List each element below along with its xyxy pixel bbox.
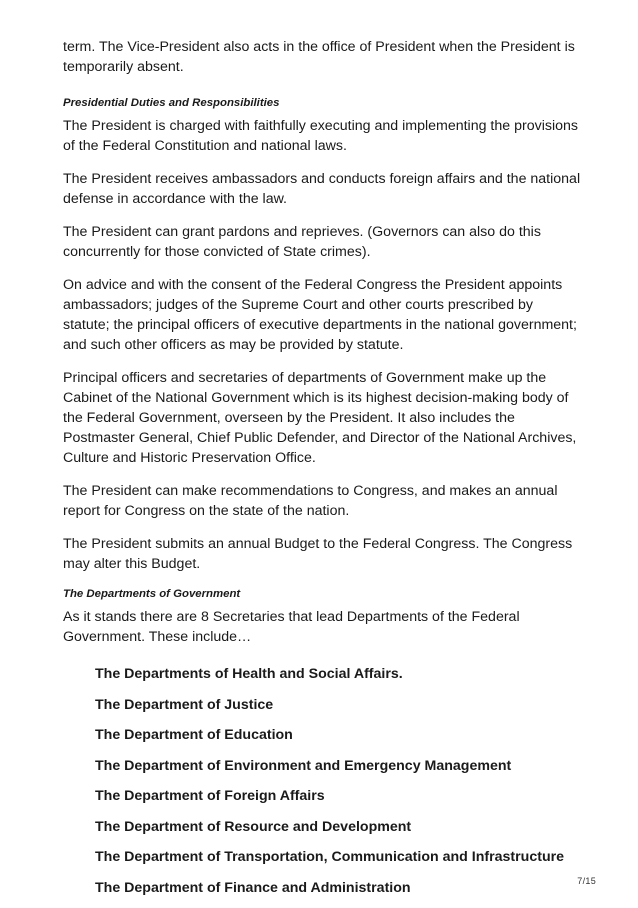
document-page bbox=[63, 37, 583, 908]
section-heading-departments: The Departments of Government bbox=[63, 588, 241, 600]
department-list-item: The Department of Resource and Development bbox=[95, 818, 412, 835]
duties-paragraph: The President submits an annual Budget to the Federal Congress. The Congress may alter this Budget. bbox=[63, 536, 573, 572]
page-number: 7/15 bbox=[577, 876, 596, 886]
duties-paragraph: The President can grant pardons and reprieves. (Governors can also do this concurrently for those convicted of State crimes). bbox=[63, 224, 541, 260]
department-list-item: The Department of Finance and Administration bbox=[95, 879, 411, 896]
duties-paragraph: On advice and with the consent of the Federal Congress the President appoints ambassadors; judges of the Supreme Court and other courts prescribed by statute; the principal officers of executive departments in the national government; and such other officers as may be provided by statute. bbox=[63, 277, 577, 353]
duties-paragraph: Principal officers and secretaries of departments of Government make up the Cabinet of the National Government which is its highest decision-making body of the Federal Government, overseen by the President. It also includes the Postmaster General, Chief Public Defender, and Director of the National Archives, Culture and Historic Preservation Office. bbox=[63, 370, 577, 466]
duties-paragraph: The President is charged with faithfully executing and implementing the provisions of the Federal Constitution and national laws. bbox=[63, 118, 578, 154]
department-list-item: The Department of Foreign Affairs bbox=[95, 788, 325, 804]
department-list-item: The Department of Transportation, Communication and Infrastructure bbox=[95, 849, 565, 865]
department-list-item: The Departments of Health and Social Affairs. bbox=[95, 666, 403, 682]
department-list-item: The Department of Education bbox=[95, 727, 293, 743]
intro-paragraph: term. The Vice-President also acts in the office of President when the President is temporarily absent. bbox=[63, 39, 575, 75]
department-list-item: The Department of Environment and Emergency Management bbox=[95, 757, 512, 774]
departments-intro-paragraph: As it stands there are 8 Secretaries that lead Departments of the Federal Government. These include… bbox=[63, 609, 520, 645]
section-heading-duties: Presidential Duties and Responsibilities bbox=[63, 97, 280, 109]
departments-list bbox=[63, 664, 583, 898]
department-list-item: The Department of Justice bbox=[95, 696, 274, 713]
duties-paragraph: The President can make recommendations to Congress, and makes an annual report for Congress on the state of the nation. bbox=[63, 483, 558, 519]
duties-paragraph: The President receives ambassadors and conducts foreign affairs and the national defense in accordance with the law. bbox=[63, 171, 581, 207]
